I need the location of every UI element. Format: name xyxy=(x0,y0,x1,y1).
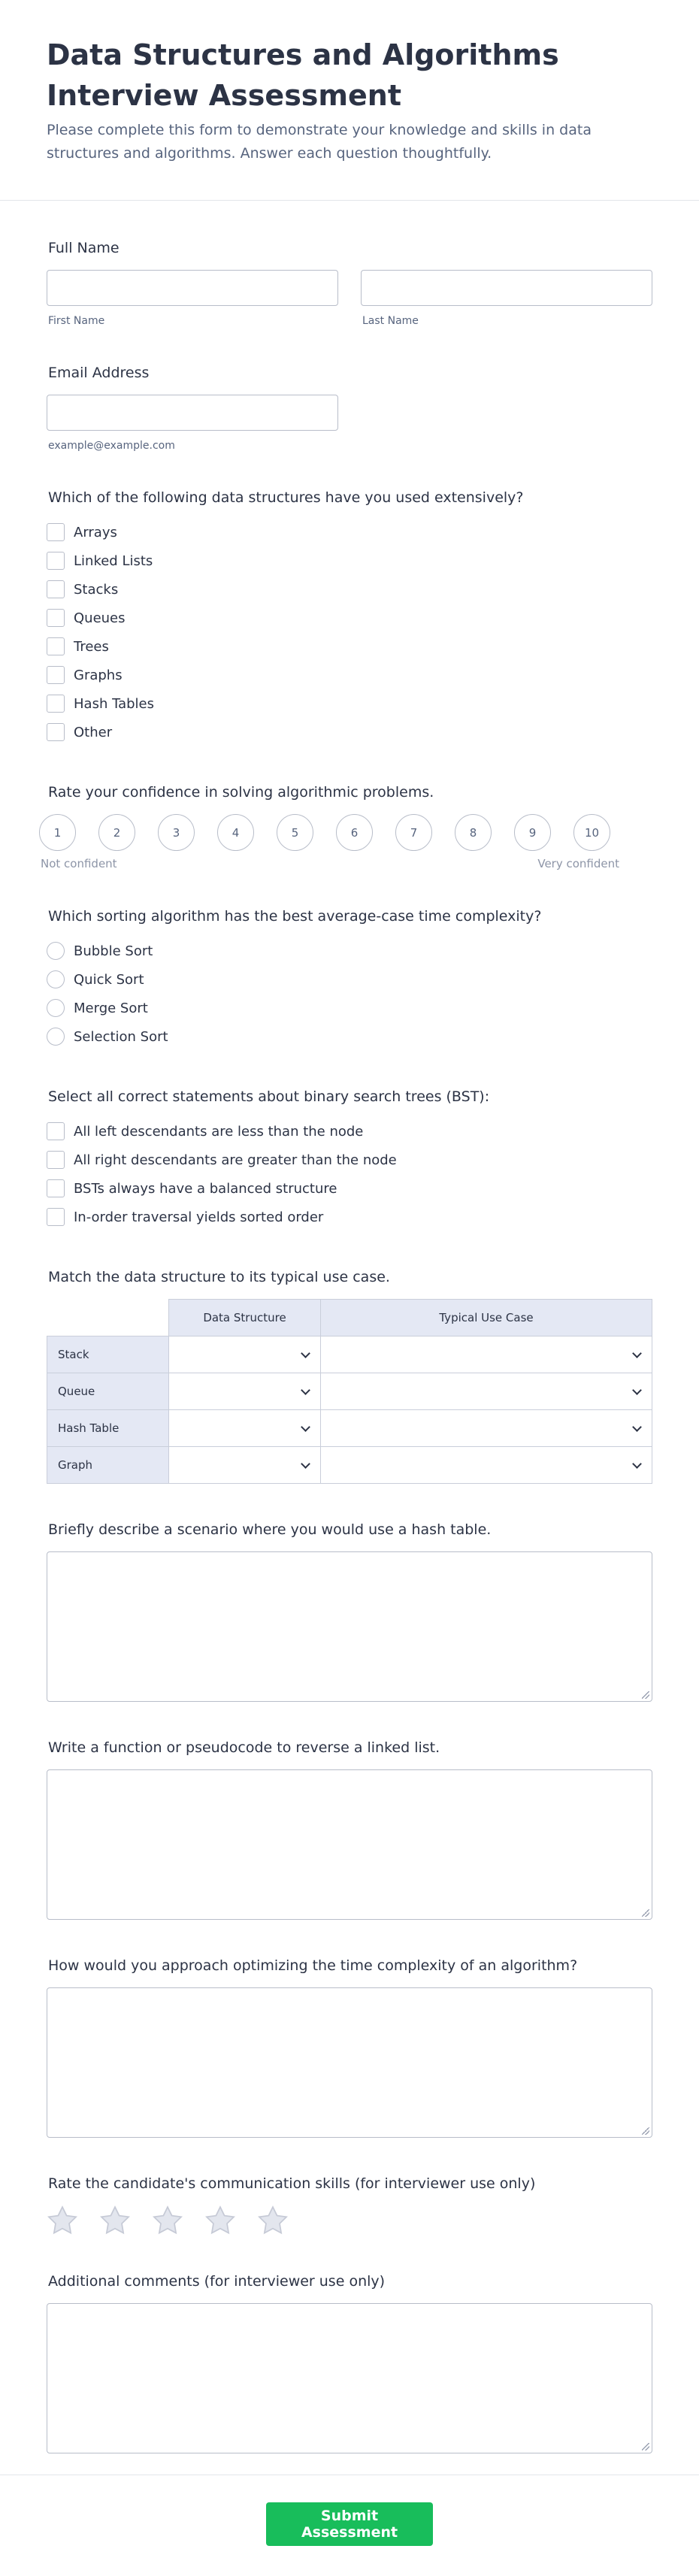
matrix-row-label: Hash Table xyxy=(47,1410,169,1447)
chevron-down-icon xyxy=(301,1349,310,1358)
matrix-dropdown[interactable] xyxy=(321,1410,652,1447)
checkbox[interactable] xyxy=(47,1179,65,1197)
chevron-down-icon xyxy=(632,1385,642,1395)
data-structures-question xyxy=(47,488,652,746)
checkbox[interactable] xyxy=(47,695,65,713)
option-label: In-order traversal yields sorted order xyxy=(74,1209,324,1225)
radio-button[interactable] xyxy=(47,999,65,1017)
checkbox[interactable] xyxy=(47,637,65,655)
form-header xyxy=(0,0,699,201)
option-label: Other xyxy=(74,724,113,740)
checkbox-option[interactable] xyxy=(47,518,652,546)
option-label: Arrays xyxy=(74,524,117,540)
scale-option-2[interactable]: 2 xyxy=(98,814,135,851)
star-icon[interactable] xyxy=(204,2205,236,2235)
matrix-dropdown[interactable] xyxy=(321,1373,652,1410)
bst-label: Select all correct statements about binary search trees (BST): xyxy=(48,1088,490,1105)
option-label: Trees xyxy=(74,638,109,655)
comments-textarea[interactable] xyxy=(47,2303,652,2453)
hash-scenario-question xyxy=(47,1520,652,1702)
chevron-down-icon xyxy=(301,1459,310,1469)
star-icon[interactable] xyxy=(152,2205,183,2235)
checkbox[interactable] xyxy=(47,1208,65,1226)
optimize-textarea[interactable] xyxy=(47,1987,652,2138)
checkbox[interactable] xyxy=(47,580,65,598)
scale-option-5[interactable]: 5 xyxy=(277,814,313,851)
option-label: BSTs always have a balanced structure xyxy=(74,1180,337,1197)
scale-option-8[interactable]: 8 xyxy=(455,814,492,851)
matrix-row-label: Graph xyxy=(47,1447,169,1484)
chevron-down-icon xyxy=(301,1422,310,1432)
first-name-sublabel: First Name xyxy=(48,315,105,327)
matrix-dropdown[interactable] xyxy=(169,1336,321,1373)
comments-question xyxy=(47,2272,652,2453)
checkbox-option[interactable] xyxy=(47,575,652,604)
option-label: All right descendants are greater than the node xyxy=(74,1152,397,1168)
resize-handle-icon[interactable] xyxy=(642,1691,649,1699)
last-name-input[interactable] xyxy=(361,270,652,306)
option-label: Graphs xyxy=(74,667,123,683)
matrix-corner xyxy=(47,1300,169,1336)
last-name-sublabel: Last Name xyxy=(362,315,419,327)
matrix-dropdown[interactable] xyxy=(321,1336,652,1373)
option-label: All left descendants are less than the node xyxy=(74,1123,364,1140)
checkbox-option[interactable] xyxy=(47,1117,652,1146)
star-icon[interactable] xyxy=(47,2205,78,2235)
scale-option-9[interactable]: 9 xyxy=(514,814,551,851)
confidence-scale xyxy=(39,814,652,851)
radio-button[interactable] xyxy=(47,1028,65,1046)
matrix-row-label: Queue xyxy=(47,1373,169,1410)
matrix-question xyxy=(47,1267,652,1484)
star-icon[interactable] xyxy=(257,2205,289,2235)
data-structures-label: Which of the following data structures have you used extensively? xyxy=(48,489,524,506)
option-label: Linked Lists xyxy=(74,552,153,569)
checkbox-option[interactable] xyxy=(47,1146,652,1174)
option-label: Stacks xyxy=(74,581,119,598)
checkbox-option[interactable] xyxy=(47,689,652,718)
chevron-down-icon xyxy=(632,1422,642,1432)
matrix-dropdown[interactable] xyxy=(169,1410,321,1447)
email-label: Email Address xyxy=(48,365,150,381)
star-icon[interactable] xyxy=(99,2205,131,2235)
chevron-down-icon xyxy=(632,1459,642,1469)
option-label: Queues xyxy=(74,610,126,626)
option-label: Hash Tables xyxy=(74,695,154,712)
checkbox-option[interactable] xyxy=(47,1174,652,1203)
matrix-row-label: Stack xyxy=(47,1336,169,1373)
reverse-list-label: Write a function or pseudocode to reverse a linked list. xyxy=(48,1739,440,1756)
reverse-list-textarea[interactable] xyxy=(47,1769,652,1920)
resize-handle-icon[interactable] xyxy=(642,1909,649,1917)
optimize-label: How would you approach optimizing the time complexity of an algorithm? xyxy=(48,1957,578,1974)
checkbox-option[interactable] xyxy=(47,1203,652,1231)
option-label: Quick Sort xyxy=(74,971,144,988)
checkbox[interactable] xyxy=(47,1151,65,1169)
chevron-down-icon xyxy=(632,1349,642,1358)
matrix-dropdown[interactable] xyxy=(169,1447,321,1484)
option-label: Bubble Sort xyxy=(74,943,153,959)
first-name-input[interactable] xyxy=(47,270,338,306)
scale-option-6[interactable]: 6 xyxy=(336,814,373,851)
sorting-question xyxy=(47,907,652,1051)
communication-question xyxy=(47,2174,652,2235)
scale-option-10[interactable]: 10 xyxy=(573,814,610,851)
scale-low-label: Not confident xyxy=(41,857,117,870)
form-title: Data Structures and Algorithms Interview Assessment xyxy=(47,38,559,112)
form-body xyxy=(0,238,699,2453)
radio-option[interactable] xyxy=(47,965,652,994)
confidence-label: Rate your confidence in solving algorithmic problems. xyxy=(48,784,434,801)
full-name-question xyxy=(47,238,652,327)
sorting-label: Which sorting algorithm has the best average-case time complexity? xyxy=(48,908,542,925)
checkbox[interactable] xyxy=(47,1122,65,1140)
checkbox[interactable] xyxy=(47,723,65,741)
form-description: Please complete this form to demonstrate your knowledge and skills in data structures and algorithms. Answer each question thoughtfully. xyxy=(47,122,592,162)
radio-option[interactable] xyxy=(47,1022,652,1051)
matrix-column-header: Data Structure xyxy=(169,1300,321,1336)
scale-option-7[interactable]: 7 xyxy=(395,814,432,851)
hash-scenario-label: Briefly describe a scenario where you would use a hash table. xyxy=(48,1521,492,1538)
checkbox[interactable] xyxy=(47,552,65,570)
submit-button[interactable]: Submit Assessment xyxy=(266,2502,433,2546)
matrix-dropdown[interactable] xyxy=(169,1373,321,1410)
full-name-label: Full Name xyxy=(48,240,120,256)
chevron-down-icon xyxy=(301,1385,310,1395)
scale-high-label: Very confident xyxy=(537,857,619,870)
scale-option-1[interactable]: 1 xyxy=(39,814,76,851)
confidence-question xyxy=(41,782,652,870)
email-input[interactable] xyxy=(47,395,338,431)
matrix-column-header: Typical Use Case xyxy=(321,1300,652,1336)
radio-option[interactable] xyxy=(47,994,652,1022)
matrix-label: Match the data structure to its typical use case. xyxy=(48,1269,390,1285)
star-rating xyxy=(47,2205,652,2235)
checkbox-option[interactable] xyxy=(47,632,652,661)
radio-button[interactable] xyxy=(47,942,65,960)
checkbox-option[interactable] xyxy=(47,546,652,575)
scale-option-4[interactable]: 4 xyxy=(217,814,254,851)
checkbox-option[interactable] xyxy=(47,718,652,746)
matrix-dropdown[interactable] xyxy=(321,1447,652,1484)
communication-label: Rate the candidate's communication skills (for interviewer use only) xyxy=(48,2175,536,2192)
email-question xyxy=(47,363,652,452)
checkbox-option[interactable] xyxy=(47,661,652,689)
form-footer xyxy=(0,2475,699,2572)
email-sublabel: example@example.com xyxy=(48,440,175,452)
checkbox[interactable] xyxy=(47,523,65,541)
scale-option-3[interactable]: 3 xyxy=(158,814,195,851)
bst-question xyxy=(47,1087,652,1231)
option-label: Selection Sort xyxy=(74,1028,168,1045)
matrix-table xyxy=(47,1299,652,1484)
hash-scenario-textarea[interactable] xyxy=(47,1551,652,1702)
checkbox[interactable] xyxy=(47,666,65,684)
reverse-list-question xyxy=(47,1738,652,1920)
resize-handle-icon[interactable] xyxy=(642,2127,649,2135)
checkbox[interactable] xyxy=(47,609,65,627)
resize-handle-icon[interactable] xyxy=(642,2443,649,2450)
checkbox-option[interactable] xyxy=(47,604,652,632)
radio-button[interactable] xyxy=(47,970,65,988)
comments-label: Additional comments (for interviewer use only) xyxy=(48,2273,386,2290)
option-label: Merge Sort xyxy=(74,1000,148,1016)
radio-option[interactable] xyxy=(47,937,652,965)
optimize-question xyxy=(47,1956,652,2138)
